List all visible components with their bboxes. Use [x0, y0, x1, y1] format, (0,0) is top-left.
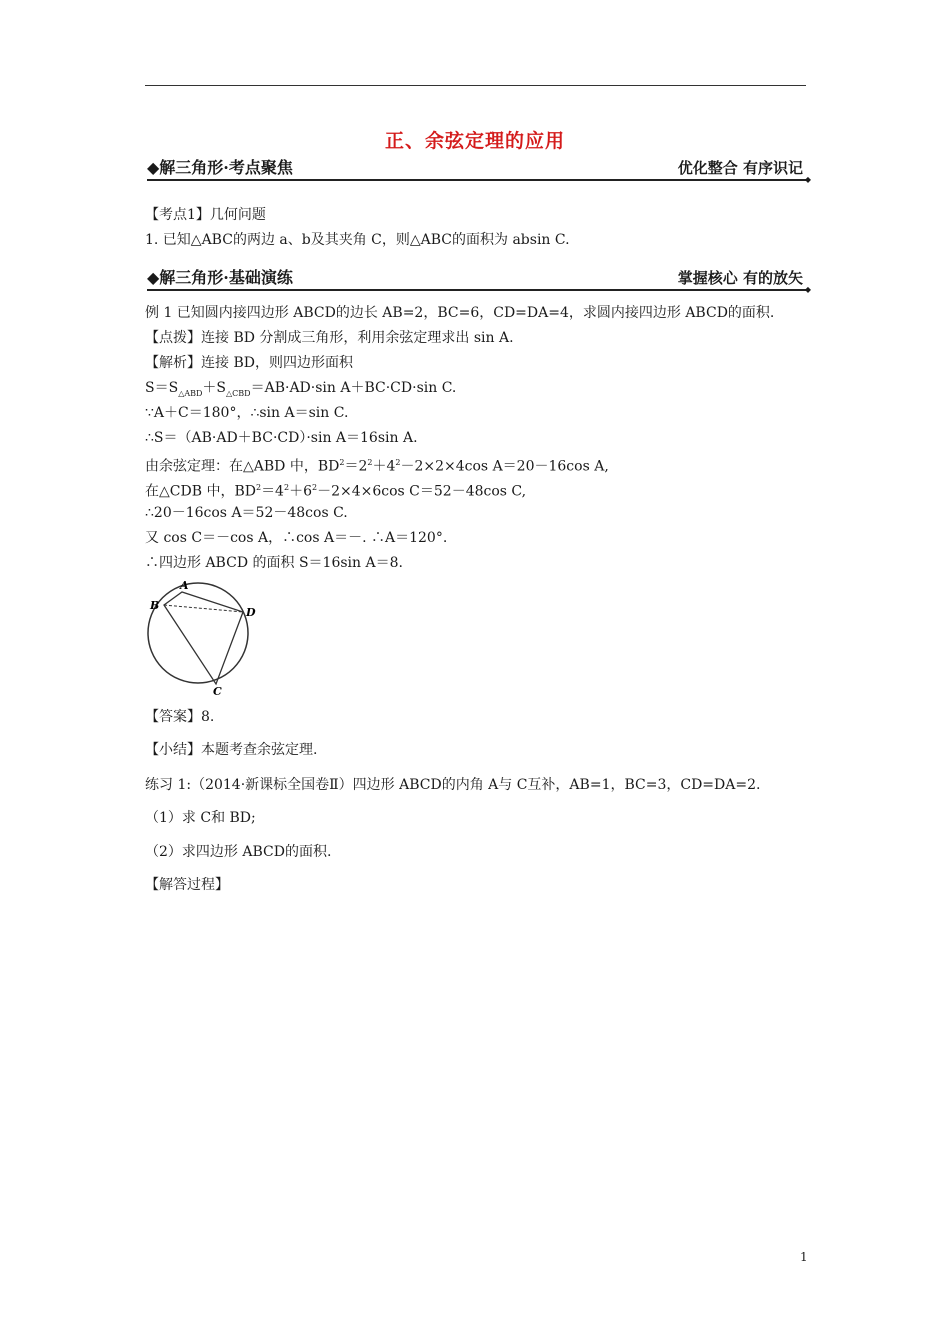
equation: ∴20－16cos A＝52－48cos C.: [145, 505, 348, 521]
exercise-stem: 练习 1:（2014·新课标全国卷Ⅱ）四边形 ABCD的内角 A与 C互补，AB=1，BC=3，CD=DA=2.: [145, 777, 761, 793]
solution-heading: 【解答过程】: [145, 877, 229, 893]
diamond-icon: ◆: [804, 175, 811, 184]
circumcircle: [148, 583, 248, 683]
example-stem: 例 1 已知圆内接四边形 ABCD的边长 AB=2，BC=6，CD=DA=4，求圆内接四边形 ABCD的面积.: [145, 305, 775, 321]
vertex-label-a: A: [180, 579, 189, 592]
point-item: 1. 已知△ABC的两边 a、b及其夹角 C，则△ABC的面积为 absin C.: [145, 232, 570, 248]
section-motto: 优化整合 有序识记: [677, 159, 803, 177]
cosine-law-cdb: 在△CDB 中，$BD^2=4^2+6^2-2\times 4\times 6\cos$ C＝52－48cos C,: [145, 483, 527, 500]
vertex-label-b: B: [150, 599, 160, 612]
example-summary: 【小结】本题考查余弦定理.: [145, 742, 318, 758]
example-hint: 【点拨】连接 BD 分割成三角形，利用余弦定理求出 sin A.: [145, 330, 514, 346]
supplementary-angles: ∵A＋C＝180°，∴sin A＝sin C.: [145, 405, 349, 421]
section-header-practice: [147, 265, 811, 294]
area-formula: $S=S_{\triangle ABD}+S_{\triangle CBD}=AB\cdot AD\cdot\sin$ A＋BC·CD·sin C.: [145, 380, 457, 398]
example-analysis: 【解析】连接 BD，则四边形面积: [145, 355, 353, 371]
point-heading: 【考点1】几何问题: [145, 207, 266, 223]
area-result: ∴四边形 ABCD 的面积 S＝16sin A＝8.: [145, 555, 403, 571]
section-title: ◆解三角形·考点聚焦: [147, 158, 293, 177]
cyclic-quadrilateral-figure: [140, 578, 265, 698]
diamond-icon: ◆: [804, 285, 811, 294]
section-title: ◆解三角形·基础演练: [147, 268, 293, 287]
page-title: 正、余弦定理的应用: [384, 130, 565, 152]
exercise-question-1: （1）求 C和 BD;: [145, 810, 256, 826]
section-motto: 掌握核心 有的放矢: [677, 269, 803, 287]
example-answer: 【答案】8.: [145, 709, 215, 725]
header-rule: [145, 85, 806, 86]
vertex-label-d: D: [246, 606, 256, 619]
area-simplified: ∴S＝（AB·AD＋BC·CD）·sin A＝16sin A.: [145, 430, 418, 446]
page-number: 1: [800, 1250, 808, 1264]
section-header-focus: [147, 155, 811, 184]
exercise-question-2: （2）求四边形 ABCD的面积.: [145, 844, 332, 860]
vertex-label-c: C: [213, 685, 222, 698]
cos-result: 又 cos C＝－cos A，∴cos A＝－. ∴A＝120°.: [145, 530, 448, 546]
cosine-law-abd: 由余弦定理：在△ABD 中，$BD^2=2^2+4^2-2\times 2\times 4\cos$ A＝20－16cos A,: [145, 458, 609, 475]
